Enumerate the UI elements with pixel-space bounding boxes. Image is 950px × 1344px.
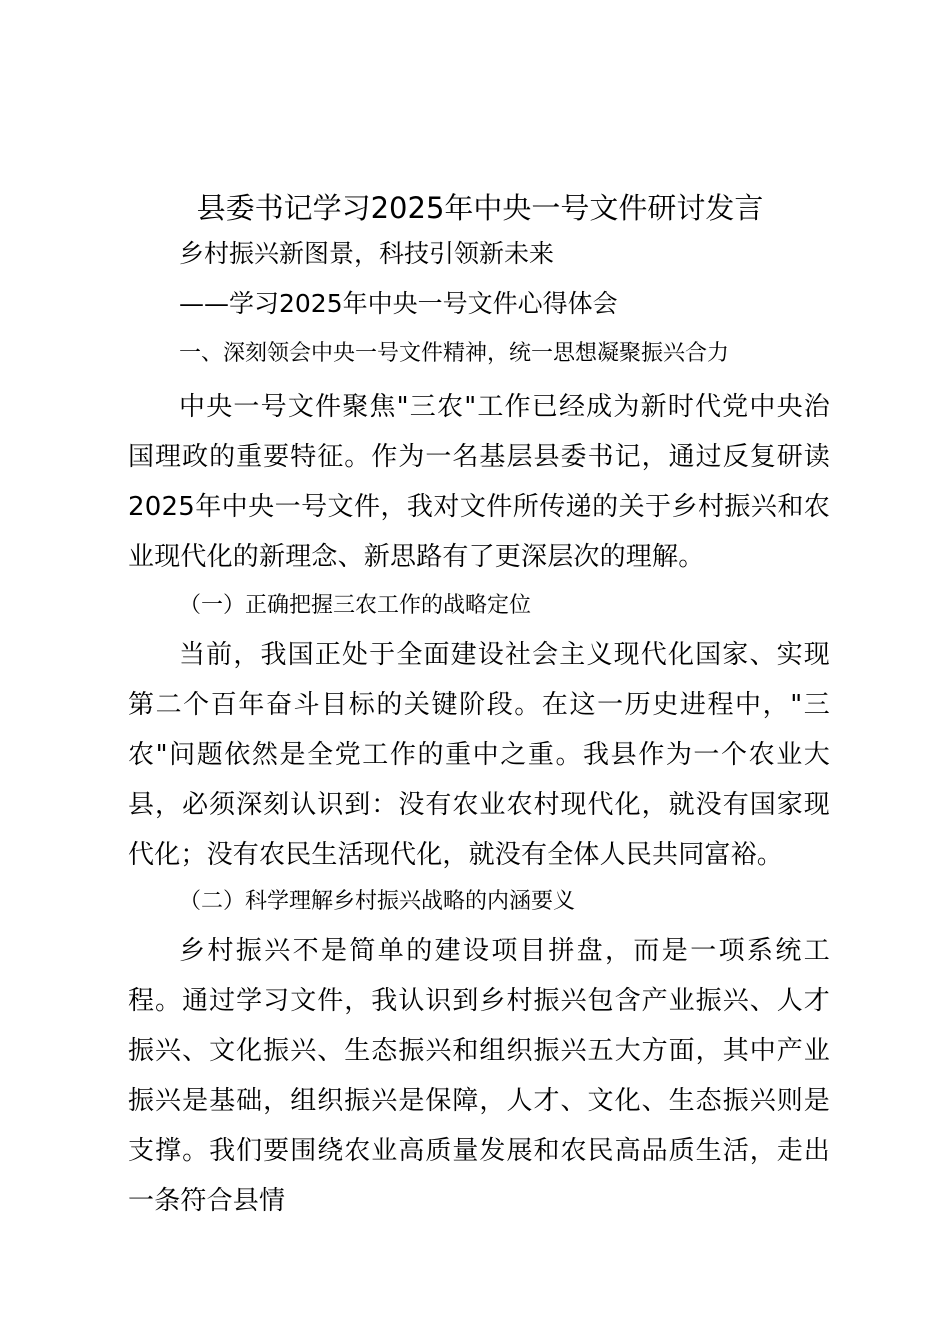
- subsection-heading-1: （一）正确把握三农工作的战略定位: [179, 593, 532, 618]
- subsection-heading-2: （二）科学理解乡村振兴战略的内涵要义: [179, 889, 576, 914]
- paragraph-2: 当前，我国正处于全面建设社会主义现代化国家、实现第二个百年奋斗目标的关键阶段。在这一历史进程中，"三农"问题依然是全党工作的重中之重。我县作为一个农业大县，必须深刻认识到：没有农业农村现代化，就没有国家现代化；没有农民生活现代化，就没有全体人民共同富裕。: [128, 640, 830, 870]
- document-title: 县委书记学习2025年中央一号文件研讨发言: [196, 191, 764, 225]
- section-heading-1: 一、深刻领会中央一号文件精神，统一思想凝聚振兴合力: [179, 341, 730, 366]
- document-subtitle: 乡村振兴新图景，科技引领新未来: [179, 239, 555, 268]
- paragraph-1: 中央一号文件聚焦"三农"工作已经成为新时代党中央治国理政的重要特征。作为一名基层县委书记，通过反复研读2025年中央一号文件，我对文件所传递的关于乡村振兴和农业现代化的新理念、新思路有了更深层次的理解。: [128, 392, 830, 572]
- document-subsubtitle: ——学习2025年中央一号文件心得体会: [179, 289, 618, 318]
- paragraph-3: 乡村振兴不是简单的建设项目拼盘，而是一项系统工程。通过学习文件，我认识到乡村振兴包含产业振兴、人才振兴、文化振兴、生态振兴和组织振兴五大方面，其中产业振兴是基础，组织振兴是保障，人才、文化、生态振兴则是支撑。我们要围绕农业高质量发展和农民高品质生活，走出一条符合县情: [128, 936, 830, 1216]
